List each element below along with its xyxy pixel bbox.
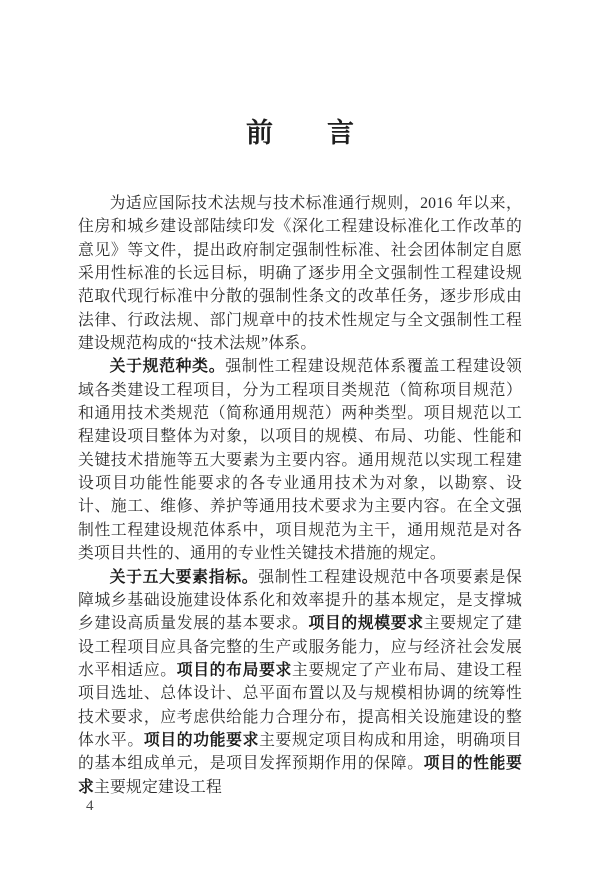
text-run: 为适应国际技术法规与技术标准通行规则，2016 年以来，住房和城乡建设部陆续印发《深化工程建设标准化工作改革的意见》等文件，提出政府制定强制性标准、社会团体制定自愿采用性标准的长远目标，明确了逐步用全文强制性工程建设规范取代现行标准中分散的强制性条文的改革任务，逐步形成由法律、行政法规、部门规章中的技术性规定与全文强制性工程建设规范构成的“技术法规”体系。 [78,195,522,353]
text-run: 主要规定了建设工程项目应具备完整的生产或服务能力，应与经济社会发展水平相适应。 [78,615,522,679]
bold-lead-phrase: 项目的性能要求 [78,755,523,796]
paragraph [78,355,522,565]
text-run: 强制性工程建设规范中各项要素是保障城乡基础设施建设体系化和效率提升的基本规定，是支撑城乡建设高质量发展的基本要求。 [78,568,522,633]
bold-lead-phrase: 项目的规模要求 [308,615,424,633]
bold-lead-phrase: 项目的布局要求 [176,661,292,679]
text-run: 强制性工程建设规范体系覆盖工程建设领域各类建设工程项目，分为工程项目类规范（简称项目规范）和通用技术类规范（简称通用规范）两种类型。项目规范以工程建设项目整体为对象，以项目的规模、布局、功能、性能和关键技术措施等五大要素为主要内容。通用规范以实现工程建设项目功能性能要求的各专业通用技术为对象，以勘察、设计、施工、维修、养护等通用技术要求为主要内容。在全文强制性工程建设规范体系中，项目规范为主干，通用规范是对各类项目共性的、通用的专业性关键技术措施的规定。 [78,358,522,563]
document-body [78,192,522,799]
paragraph [78,192,522,355]
page-number: 4 [86,798,94,814]
bold-lead-phrase: 关于五大要素指标。 [109,568,259,586]
bold-lead-phrase: 关于规范种类。 [109,358,226,376]
text-run: 主要规定项目构成和用途，明确项目的基本组成单元，是项目发挥预期作用的保障。 [78,731,522,773]
paragraph [78,566,522,799]
text-run: 主要规定了产业布局、建设工程项目选址、总体设计、总平面布置以及与规模相协调的统筹性技术要求，应考虑供给能力合理分布，提高相关设施建设的整体水平。 [78,661,522,749]
page-title: 前 言 [246,118,354,148]
bold-lead-phrase: 项目的功能要求 [143,731,260,749]
text-run: 主要规定建设工程 [94,778,222,796]
